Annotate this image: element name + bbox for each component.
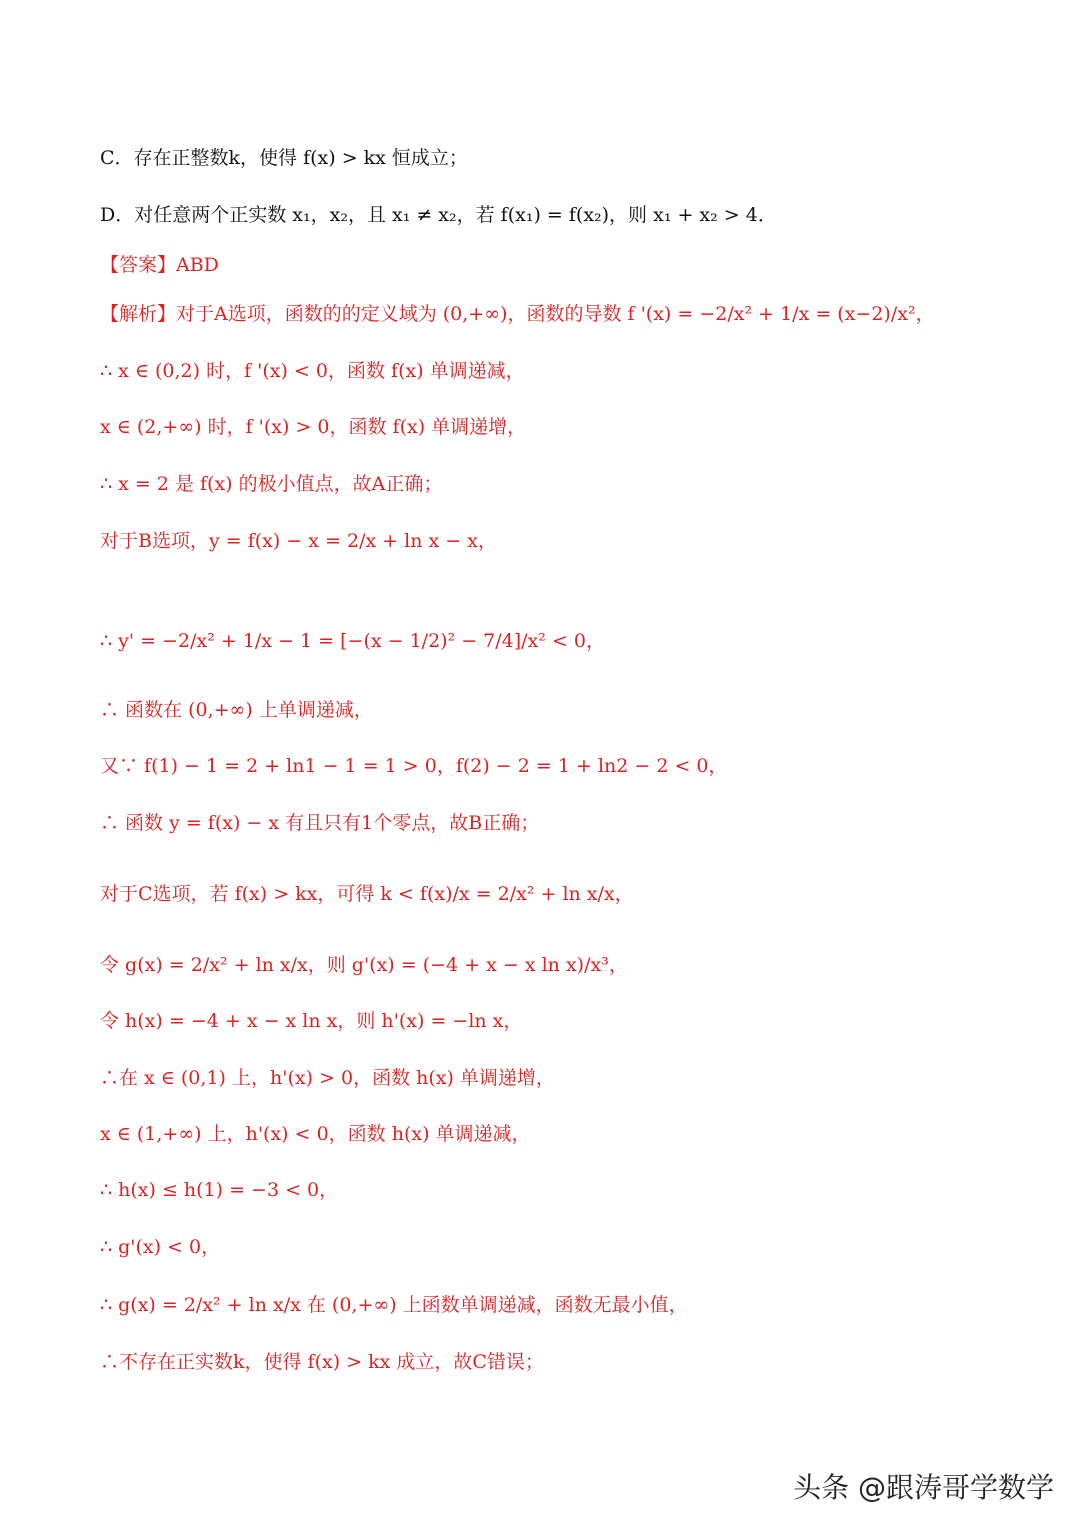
c-line-7 bbox=[100, 1234, 220, 1260]
analysis-a-text: 【解析】对于A选项，函数的的定义域为 (0,+∞)，函数的导数 f '(x) = −2/x² + 1/x = (x−2)/x²， bbox=[100, 303, 935, 325]
b-line-2-text: ∴ y' = −2/x² + 1/x − 1 = [−(x − 1/2)² − 7/4]/x² < 0， bbox=[100, 630, 605, 652]
a-line-2-text: x ∈ (2,+∞) 时，f '(x) > 0，函数 f(x) 单调递增， bbox=[100, 416, 527, 438]
c-line-1-text: 对于C选项，若 f(x) > kx，可得 k < f(x)/x = 2/x² + ln x/x， bbox=[100, 883, 634, 905]
answer-text: 【答案】ABD bbox=[100, 254, 219, 276]
c-line-5 bbox=[100, 1121, 531, 1147]
c-line-7-text: ∴ g'(x) < 0， bbox=[100, 1236, 221, 1258]
a-line-2 bbox=[100, 414, 526, 440]
option-d bbox=[100, 202, 777, 228]
c-line-4-text: ∴在 x ∈ (0,1) 上，h'(x) > 0，函数 h(x) 单调递增， bbox=[100, 1067, 555, 1089]
answer-line bbox=[100, 252, 219, 278]
b-line-1 bbox=[100, 528, 497, 554]
c-line-6-text: ∴ h(x) ≤ h(1) = −3 < 0， bbox=[100, 1179, 339, 1201]
a-line-1-text: ∴ x ∈ (0,2) 时，f '(x) < 0，函数 f(x) 单调递减， bbox=[100, 360, 525, 382]
watermark bbox=[793, 1466, 1054, 1506]
b-line-4-text: 又∵ f(1) − 1 = 2 + ln1 − 1 = 1 > 0，f(2) − 2 = 1 + ln2 − 2 < 0， bbox=[100, 755, 728, 777]
a-line-3-text: ∴ x = 2 是 f(x) 的极小值点，故A正确； bbox=[100, 473, 443, 495]
c-line-3-text: 令 h(x) = −4 + x − x ln x，则 h'(x) = −ln x， bbox=[100, 1010, 523, 1032]
c-line-9-text: ∴不存在正实数k，使得 f(x) > kx 成立，故C错误； bbox=[100, 1351, 544, 1373]
c-line-2 bbox=[100, 952, 628, 978]
a-line-1 bbox=[100, 358, 525, 384]
a-line-3 bbox=[100, 471, 442, 497]
watermark-text: 头条 @跟涛哥学数学 bbox=[793, 1471, 1054, 1504]
b-line-4 bbox=[100, 753, 728, 779]
b-line-5-text: ∴ 函数 y = f(x) − x 有且只有1个零点，故B正确； bbox=[100, 812, 540, 834]
c-line-5-text: x ∈ (1,+∞) 上，h'(x) < 0，函数 h(x) 单调递减， bbox=[100, 1123, 531, 1145]
c-line-2-text: 令 g(x) = 2/x² + ln x/x，则 g'(x) = (−4 + x − x ln x)/x³， bbox=[100, 954, 628, 976]
option-c-text: C．存在正整数k，使得 f(x) > kx 恒成立； bbox=[100, 147, 468, 169]
c-line-8-text: ∴ g(x) = 2/x² + ln x/x 在 (0,+∞) 上函数单调递减，函数无最小值， bbox=[100, 1294, 688, 1316]
c-line-9 bbox=[100, 1349, 544, 1375]
analysis-a-line bbox=[100, 301, 935, 327]
b-line-3-text: ∴ 函数在 (0,+∞) 上单调递减， bbox=[100, 699, 373, 721]
b-line-3 bbox=[100, 697, 373, 723]
c-line-1 bbox=[100, 881, 634, 907]
c-line-6 bbox=[100, 1177, 338, 1203]
option-c bbox=[100, 145, 468, 171]
option-d-text: D．对任意两个正实数 x₁，x₂，且 x₁ ≠ x₂，若 f(x₁) = f(x₂)，则 x₁ + x₂ > 4． bbox=[100, 204, 777, 226]
c-line-3 bbox=[100, 1008, 522, 1034]
c-line-4 bbox=[100, 1065, 555, 1091]
b-line-2 bbox=[100, 628, 605, 654]
b-line-5 bbox=[100, 810, 539, 836]
c-line-8 bbox=[100, 1292, 688, 1318]
b-line-1-text: 对于B选项，y = f(x) − x = 2/x + ln x − x， bbox=[100, 530, 497, 552]
